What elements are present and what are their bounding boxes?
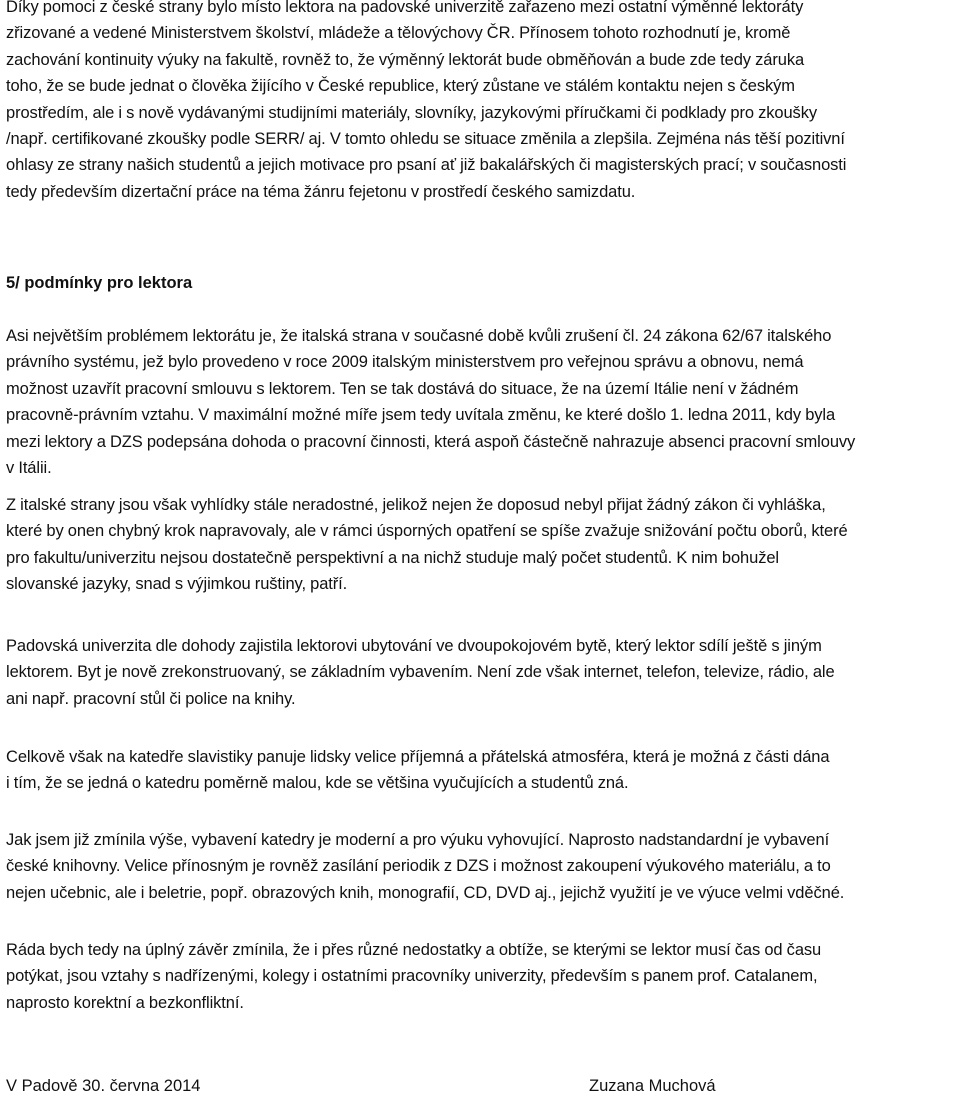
- text-line: Padovská univerzita dle dohody zajistila lektorovi ubytování ve dvoupokojovém bytě, který lektor sdílí ještě s jiným: [6, 637, 822, 655]
- text-line: mezi lektory a DZS podepsána dohoda o pracovní činnosti, která aspoň částečně nahrazuje absenci pracovní smlouvy: [6, 432, 856, 451]
- paragraph-lectorate-status: [6, 0, 846, 205]
- text-line: Z italské strany jsou však vyhlídky stále neradostné, jelikož nejen že doposud nebyl přijat žádný zákon či vyhláška,: [6, 496, 826, 514]
- text-line: české knihovny. Velice přínosným je rovněž zasílání periodik z DZS i možnost zakoupení výukového materiálu, a to: [6, 857, 831, 876]
- text-line: pro fakultu/univerzitu nejsou dostatečně perspektivní a na nichž studuje malý počet studentů. K nim bohužel: [6, 548, 779, 567]
- text-line: potýkat, jsou vztahy s nadřízenými, kolegy i ostatními pracovníky univerzity, především s panem prof. Catalanem,: [6, 967, 818, 986]
- author-name: Zuzana Muchová: [589, 1077, 716, 1095]
- place-and-date: V Padově 30. června 2014: [6, 1077, 201, 1095]
- text-line: pracovně-právním vztahu. V maximální možné míře jsem tedy uvítala změnu, ke které došlo 1. ledna 2011, kdy byla: [6, 406, 836, 425]
- paragraph-contract-problem: [6, 323, 855, 481]
- text-line: lektorem. Byt je nově zrekonstruovaný, se základním vybavením. Není zde však internet, telefon, televize, rádio, ale: [6, 663, 835, 682]
- section-heading: 5/ podmínky pro lektora: [6, 274, 193, 292]
- text-line: ani např. pracovní stůl či police na knihy.: [6, 689, 296, 708]
- text-line: právního systému, jež bylo provedeno v roce 2009 italským ministerstvem pro veřejnou správu a obnovu, nemá: [6, 353, 804, 372]
- text-line: ohlasy ze strany našich studentů a jejich motivace pro psaní ať již bakalářských či magisterských prací; v současnosti: [6, 156, 847, 175]
- paragraph-conclusion: [6, 937, 821, 1016]
- text-line: zřizované a vedené Ministerstvem školství, mládeže a tělovýchovy ČR. Přínosem tohoto rozhodnutí je, kromě: [6, 24, 791, 43]
- text-line: prostředím, ale i s nově vydávanými studijními materiály, slovníky, jazykovými příručkami či podklady pro zkoušky: [6, 103, 818, 122]
- paragraph-accommodation: [6, 633, 835, 712]
- paragraph-equipment: [6, 827, 844, 906]
- text-line: nejen učebnic, ale i beletrie, popř. obrazových knih, monografií, CD, DVD aj., jejichž využití je ve výuce velmi vděčné.: [6, 883, 845, 902]
- text-line: Asi největším problémem lektorátu je, že italská strana v současné době kvůli zrušení čl. 24 zákona 62/67 italského: [6, 327, 832, 345]
- text-line: které by onen chybný krok napravovaly, ale v rámci úsporných opatření se spíše zvažuje snižování počtu oborů, které: [6, 522, 848, 541]
- text-line: Díky pomoci z české strany bylo místo lektora na padovské univerzitě zařazeno mezi ostatní výměnné lektoráty: [6, 0, 804, 16]
- text-line: zachování kontinuity výuky na fakultě, rovněž to, že výměnný lektorát bude obměňován a bude zde tedy záruka: [6, 50, 805, 69]
- paragraph-atmosphere: [6, 744, 829, 797]
- text-line: slovanské jazyky, snad s výjimkou ruštiny, patří.: [6, 575, 348, 594]
- paragraph-outlook: [6, 492, 848, 598]
- text-line: Ráda bych tedy na úplný závěr zmínila, že i přes různé nedostatky a obtíže, se kterými se lektor musí čas od času: [6, 941, 822, 959]
- text-line: toho, že se bude jednat o člověka žijícího v České republice, který zůstane ve stálém kontaktu nejen s českým: [6, 77, 795, 96]
- text-line: /např. certifikované zkoušky podle SERR/ aj. V tomto ohledu se situace změnila a zlepšila. Zejména nás těší pozitivní: [6, 130, 845, 149]
- text-line: Celkově však na katedře slavistiky panuje lidsky velice příjemná a přátelská atmosféra, která je možná z části dána: [6, 748, 830, 766]
- text-line: možnost uzavřít pracovní smlouvu s lektorem. Ten se tak dostává do situace, že na území Itálie není v žádném: [6, 379, 799, 398]
- text-line: v Itálii.: [6, 459, 52, 478]
- text-line: tedy především dizertační práce na téma žánru fejetonu v prostředí českého samizdatu.: [6, 182, 636, 201]
- text-line: Jak jsem již zmínila výše, vybavení katedry je moderní a pro výuku vyhovující. Naprosto nadstandardní je vybavení: [6, 831, 830, 849]
- text-line: i tím, že se jedná o katedru poměrně malou, kde se většina vyučujících a studentů zná.: [6, 774, 629, 793]
- text-line: naprosto korektní a bezkonfliktní.: [6, 993, 244, 1012]
